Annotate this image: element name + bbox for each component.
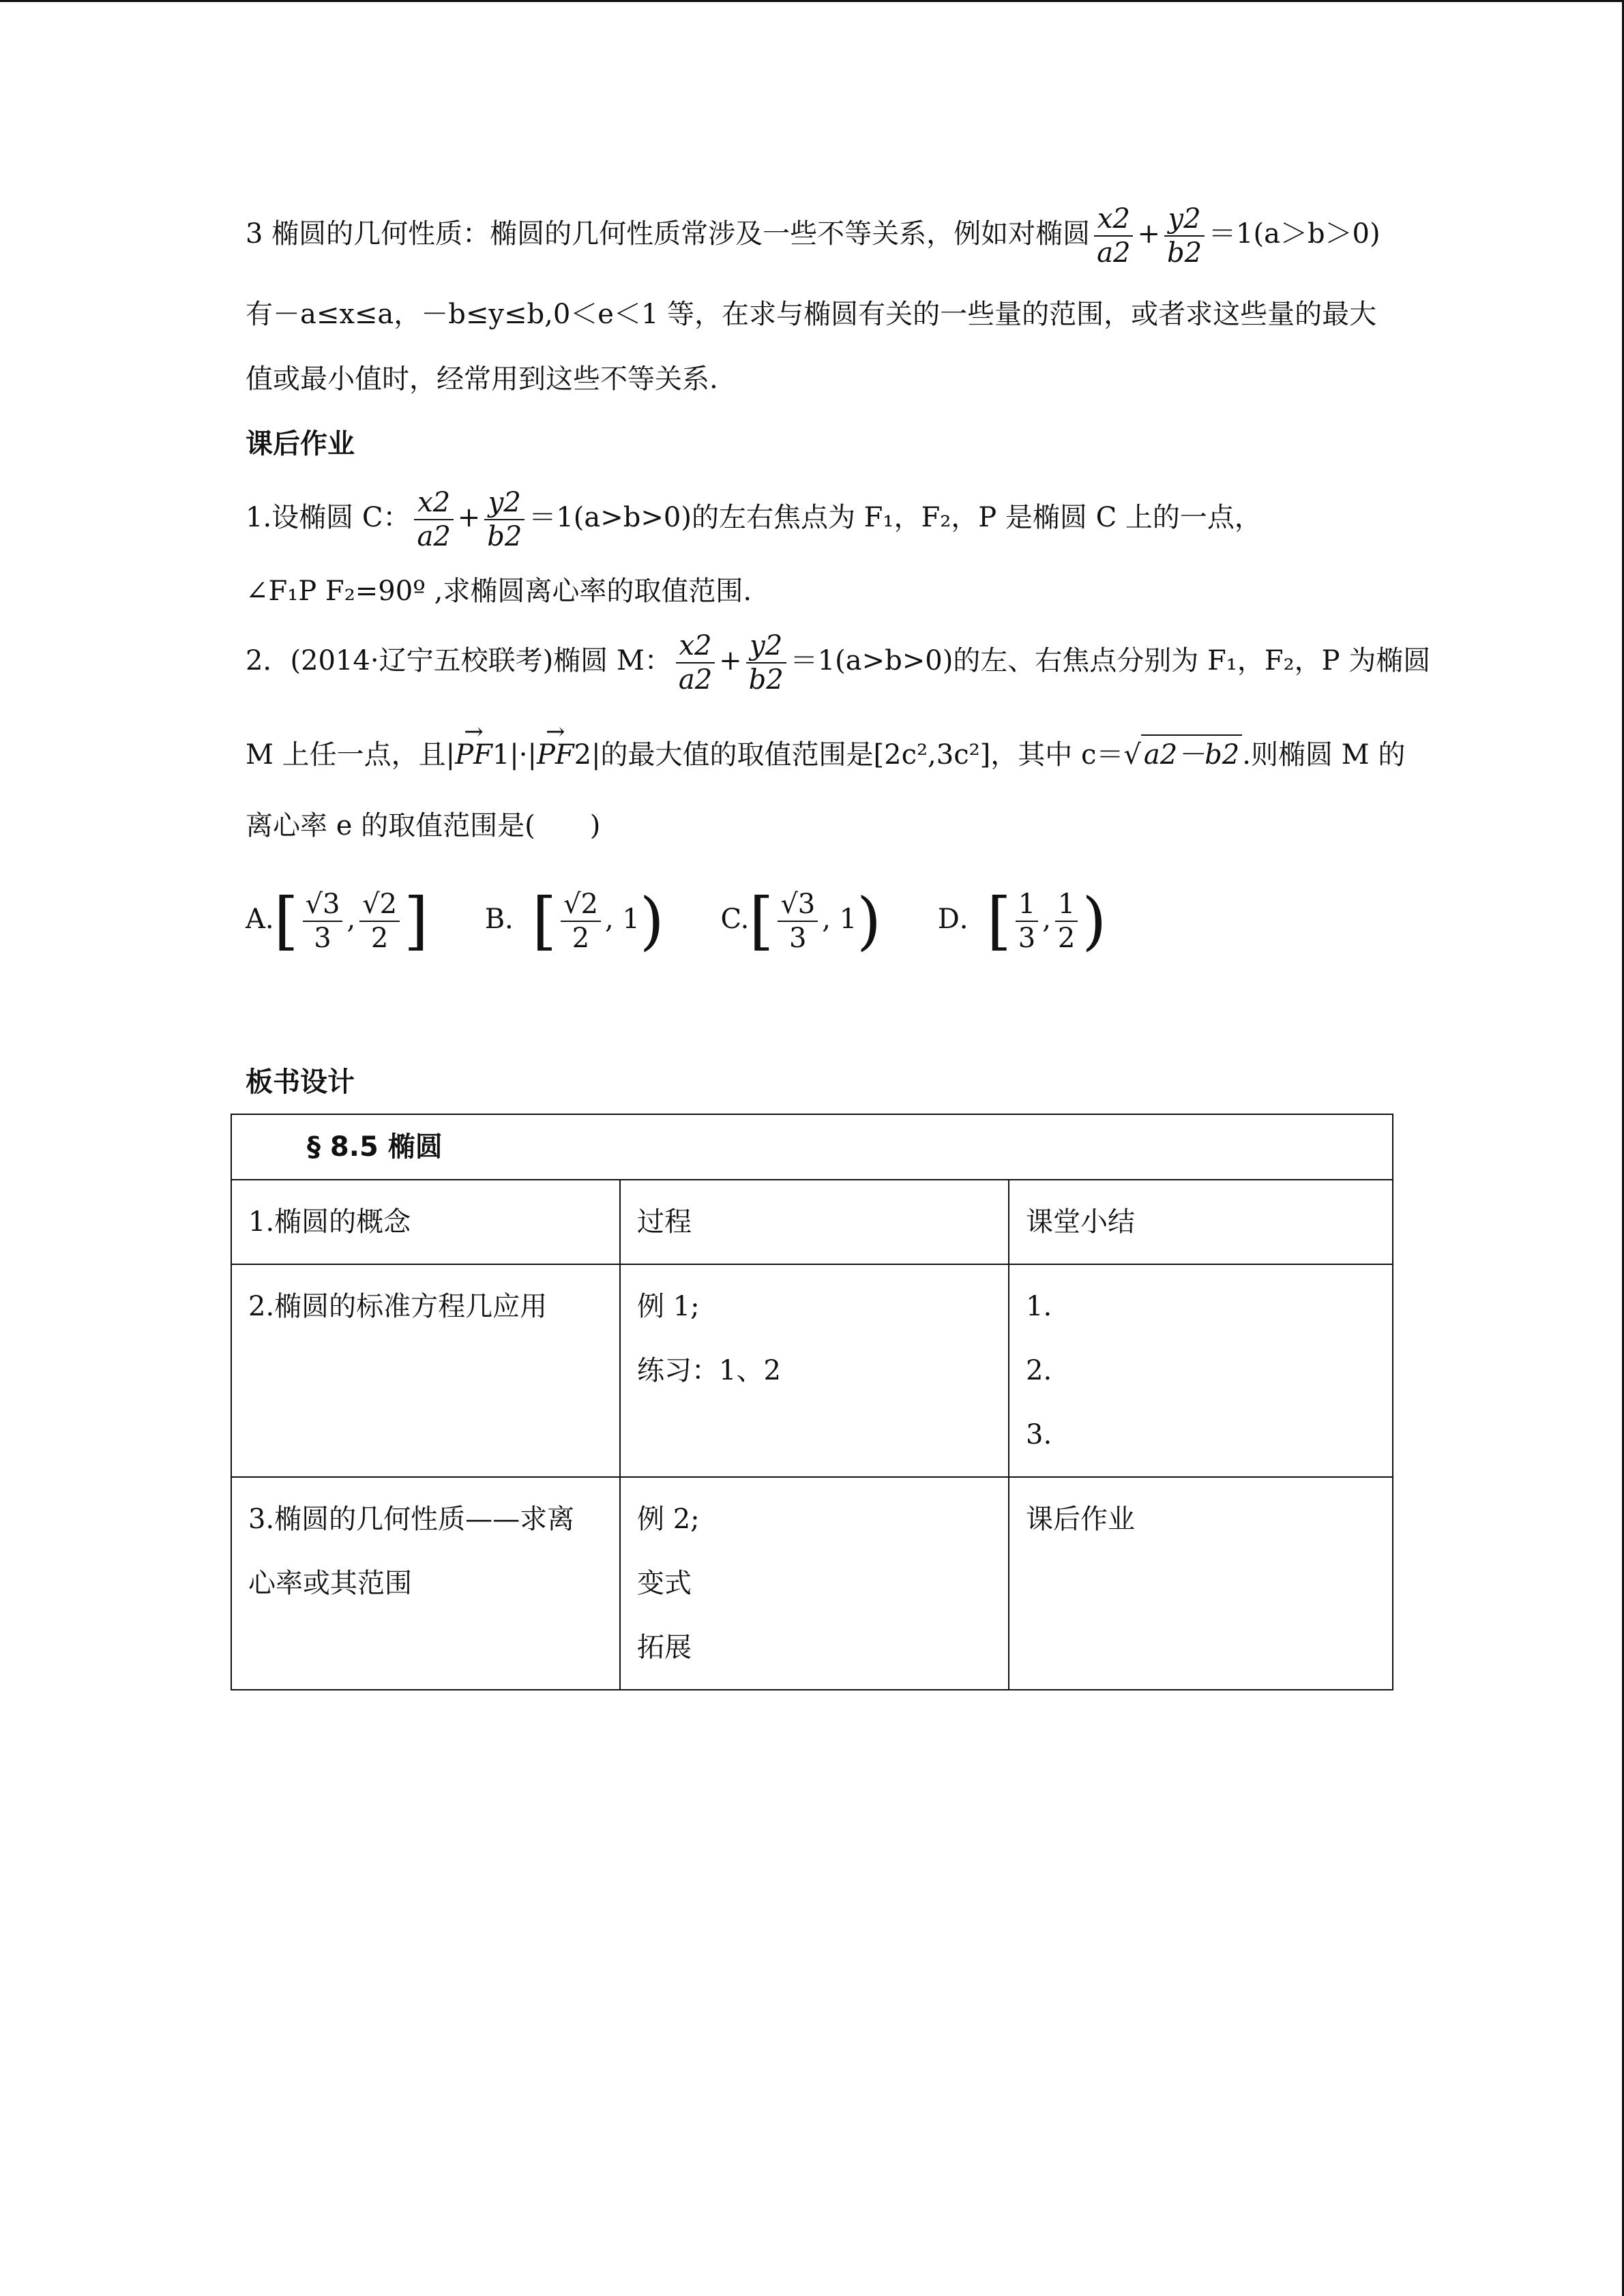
property-text: 3 椭圆的几何性质：椭圆的几何性质常涉及一些不等关系，例如对椭圆 [246, 218, 1091, 250]
homework-heading: 课后作业 [246, 428, 355, 460]
table-row [231, 1114, 1393, 1180]
property-line-3: 值或最小值时，经常用到这些不等关系. [246, 363, 718, 395]
q2-fraction-y2-b2: $\frac{y2}{b2}$ [746, 629, 786, 696]
vector-pf-2: → PF [537, 736, 574, 774]
q1-fraction-y2-b2: $\frac{y2}{b2}$ [484, 486, 525, 553]
option-b: B．[ $\frac{√2}{2}$ , 1) [484, 884, 664, 957]
table-row [231, 1180, 1393, 1264]
q1-suffix: ＝1(a>b>0)的左右焦点为 F₁，F₂，P 是椭圆 C 上的一点， [529, 502, 1262, 533]
board-design-heading: 板书设计 [246, 1067, 355, 1098]
q2-suffix: ＝1(a>b>0)的左、右焦点分别为 F₁，F₂，P 为椭圆 [790, 645, 1431, 676]
table-cell: 2.椭圆的标准方程几应用 [231, 1264, 620, 1477]
property-line-1 [246, 203, 1391, 269]
answer-options [246, 874, 1391, 961]
question-2-line-1 [246, 629, 1431, 696]
fraction-x2-a2: $\frac{x2}{a2}$ [1094, 203, 1133, 269]
q2-prefix: 2．(2014·辽宁五校联考)椭圆 M： [246, 645, 672, 676]
vector-pf-1: → PF [455, 736, 492, 774]
table-row [231, 1264, 1393, 1477]
question-1-line-1 [246, 486, 1391, 553]
table-cell: 1. 2. 3. [1009, 1264, 1393, 1477]
plus-sign: + [1137, 218, 1160, 250]
equation-tail: ＝1(a＞b＞0) [1209, 218, 1381, 250]
table-cell: 例 1; 练习：1、2 [620, 1264, 1009, 1477]
table-cell: 3.椭圆的几何性质——求离 心率或其范围 [231, 1477, 620, 1690]
table-row [231, 1477, 1393, 1690]
table-cell: 课后作业 [1009, 1477, 1393, 1690]
fraction-y2-b2: $\frac{y2}{b2}$ [1164, 203, 1205, 269]
board-title: § 8.5 椭圆 [231, 1114, 1393, 1180]
q1-fraction-x2-a2: $\frac{x2}{a2}$ [414, 486, 453, 553]
option-d: D．[ $\frac{1}{3}$ , $\frac{1}{2}$ ) [937, 884, 1107, 957]
option-c: C.[ $\frac{√3}{3}$ , 1) [720, 884, 882, 957]
sqrt-expression: √ a2－b2 [1123, 734, 1242, 774]
question-2-line-2: M 上任一点，且|→ PF1|·|→ PF2|的最大值的取值范围是[2c²,3c²]，其中 c＝√ a2－b2 .则椭圆 M 的 [246, 734, 1391, 774]
table-cell: 课堂小结 [1009, 1180, 1393, 1264]
option-a: A.[ $\frac{√3}{3}$ , $\frac{√2}{2}$ ] [246, 884, 429, 957]
q1-prefix: 1.设椭圆 C： [246, 502, 411, 533]
property-line-2: 有－a≤x≤a，－b≤y≤b,0＜e＜1 等，在求与椭圆有关的一些量的范围，或者求这些量的最大 [246, 299, 1377, 330]
board-design-table [231, 1114, 1393, 1690]
table-cell: 例 2; 变式 拓展 [620, 1477, 1009, 1690]
plus-sign: + [719, 645, 742, 676]
question-2-line-3: 离心率 e 的取值范围是( ) [246, 810, 601, 841]
plus-sign: + [457, 502, 481, 533]
q2-fraction-x2-a2: $\frac{x2}{a2}$ [676, 629, 715, 696]
table-cell: 1.椭圆的概念 [231, 1180, 620, 1264]
table-cell: 过程 [620, 1180, 1009, 1264]
question-1-line-2: ∠F₁P F₂=90º ,求椭圆离心率的取值范围. [246, 576, 752, 607]
